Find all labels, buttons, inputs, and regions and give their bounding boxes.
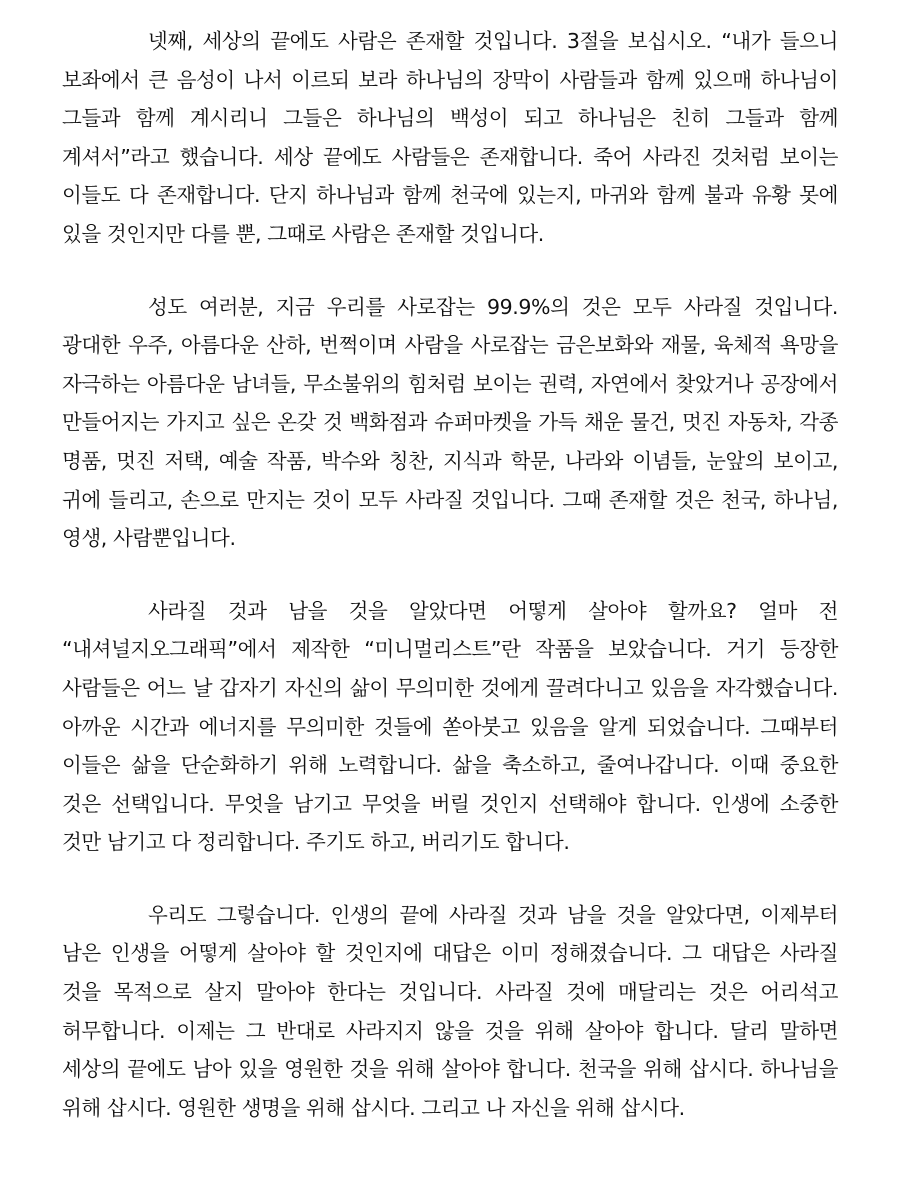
paragraph-4: 우리도 그렇습니다. 인생의 끝에 사라질 것과 남을 것을 알았다면, 이제부터 남은 인생을 어떻게 살아야 할 것인지에 대답은 이미 정해졌습니다. 그 대답은 사라질 것을 목적으로 살지 말아야 한다는 것입니다. 사라질 것에 매달리는 것은 어리석고 허무합니다. 이제는 그 반대로 사라지지 않을 것을 위해 살아야 합니다. 달리 말하면 세상의 끝에도 남아 있을 영원한 것을 위해 살아야 합니다. 천국을 위해 삽시다. 하나님을 위해 삽시다. 영원한 생명을 위해 삽시다. 그리고 나 자신을 위해 삽시다. [62,902,838,1120]
paragraph-1: 넷째, 세상의 끝에도 사람은 존재할 것입니다. 3절을 보십시오. “내가 들으니 보좌에서 큰 음성이 나서 이르되 보라 하나님의 장막이 사람들과 함께 있으매 하나님이 그들과 함께 계시리니 그들은 하나님의 백성이 되고 하나님은 친히 그들과 함께 계셔서”라고 했습니다. 세상 끝에도 사람들은 존재합니다. 죽어 사라진 것처럼 보이는 이들도 다 존재합니다. 단지 하나님과 함께 천국에 있는지, 마귀와 함께 불과 유황 못에 있을 것인지만 다를 뿐, 그때로 사람은 존재할 것입니다. [62,29,838,246]
document-page [62,22,838,1127]
paragraph-2: 성도 여러분, 지금 우리를 사로잡는 99.9%의 것은 모두 사라질 것입니다. 광대한 우주, 아름다운 산하, 번쩍이며 사람을 사로잡는 금은보화와 재물, 육체적 욕망을 자극하는 아름다운 남녀들, 무소불위의 힘처럼 보이는 권력, 자연에서 찾았거나 공장에서 만들어지는 가지고 싶은 온갖 것 백화점과 슈퍼마켓을 가득 채운 물건, 멋진 자동차, 각종 명품, 멋진 저택, 예술 작품, 박수와 칭찬, 지식과 학문, 나라와 이념들, 눈앞의 보이고, 귀에 들리고, 손으로 만지는 것이 모두 사라질 것입니다. 그때 존재할 것은 천국, 하나님, 영생, 사람뿐입니다. [62,294,838,551]
paragraph-3: 사라질 것과 남을 것을 알았다면 어떻게 살아야 할까요? 얼마 전 “내셔널지오그래픽”에서 제작한 “미니멀리스트”란 작품을 보았습니다. 거기 등장한 사람들은 어느 날 갑자기 자신의 삶이 무의미한 것에게 끌려다니고 있음을 자각했습니다. 아까운 시간과 에너지를 무의미한 것들에 쏟아붓고 있음을 알게 되었습니다. 그때부터 이들은 삶을 단순화하기 위해 노력합니다. 삶을 축소하고, 줄여나갑니다. 이때 중요한 것은 선택입니다. 무엇을 남기고 무엇을 버릴 것인지 선택해야 합니다. 인생에 소중한 것만 남기고 다 정리합니다. 주기도 하고, 버리기도 합니다. [62,598,838,855]
